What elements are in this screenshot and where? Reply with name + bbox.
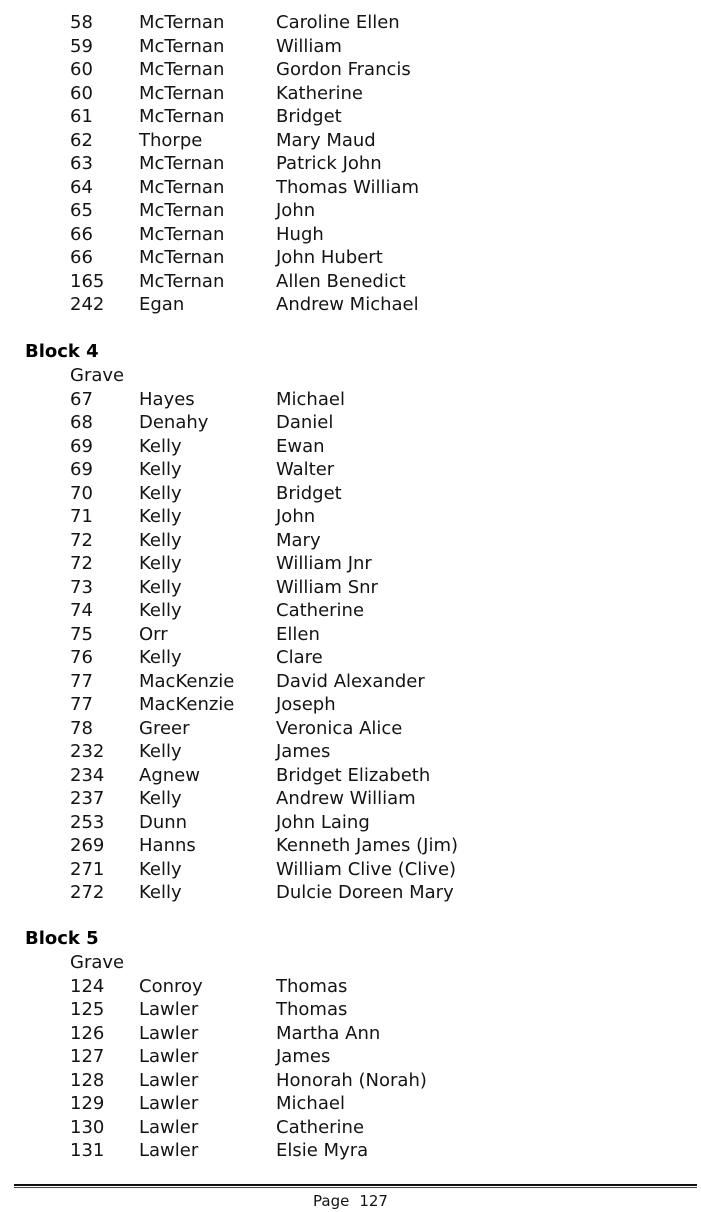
burial-row [0,858,701,882]
burial-row [0,270,701,294]
surname: Lawler [139,999,199,1020]
surname: Kelly [139,482,182,504]
given-names: John [276,506,316,527]
burial-row [0,411,701,435]
grave-number: 59 [70,35,93,57]
grave-number: 127 [70,1046,105,1067]
given-names: Clare [276,647,323,668]
burial-row [0,388,701,412]
grave-number: 77 [70,694,93,715]
burial-row [0,529,701,553]
surname: Kelly [139,600,182,621]
given-names: Mary [276,529,321,551]
burial-row [0,623,701,647]
grave-number: 124 [70,975,105,997]
grave-number: 232 [70,741,105,762]
surname: Kelly [139,858,182,880]
grave-number: 242 [70,294,105,315]
surname: Kelly [139,788,182,809]
surname: Hayes [139,388,195,410]
grave-number: 272 [70,882,105,903]
given-names: James [276,741,331,762]
surname: Greer [139,717,190,739]
given-names: Thomas [276,999,348,1020]
grave-number: 71 [70,506,93,527]
burial-row [0,505,701,529]
given-names: Joseph [276,694,336,715]
grave-number: 60 [70,82,93,104]
surname: Denahy [139,412,209,433]
given-names: Caroline Ellen [276,12,400,33]
grave-number: 76 [70,647,93,668]
page-number-label: Page [313,1192,350,1210]
surname: Kelly [139,553,182,574]
surname: Kelly [139,647,182,668]
grave-number: 61 [70,106,93,127]
given-names: William [276,35,342,57]
surname: McTernan [139,35,225,57]
burial-row [0,693,701,717]
block-4-section [0,340,701,905]
burial-row [0,1116,701,1140]
burial-row [0,482,701,506]
grave-number: 271 [70,858,105,880]
given-names: Daniel [276,412,334,433]
page-number-value: 127 [359,1192,388,1210]
given-names: Hugh [276,223,324,245]
burial-row [0,435,701,459]
grave-number: 125 [70,999,105,1020]
grave-number: 64 [70,176,93,198]
grave-number: 129 [70,1093,105,1114]
surname: McTernan [139,82,225,104]
given-names: John Laing [276,811,370,833]
given-names: Bridget [276,482,342,504]
grave-number: 237 [70,788,105,809]
given-names: Thomas [276,975,348,997]
surname: MacKenzie [139,694,235,715]
grave-number: 253 [70,811,105,833]
given-names: Catherine [276,1116,365,1138]
given-names: William Snr [276,576,378,598]
surname: Kelly [139,882,182,903]
surname: McTernan [139,12,225,33]
surname: Kelly [139,576,182,598]
given-names: Michael [276,1093,345,1114]
page-number [0,1192,701,1210]
surname: Kelly [139,529,182,551]
surname: McTernan [139,247,225,268]
block-5-list [0,975,701,1163]
given-names: Bridget [276,106,342,127]
block-4-heading: Block 4 [25,341,99,362]
given-names: Michael [276,388,345,410]
given-names: Honorah (Norah) [276,1069,427,1091]
surname: Conroy [139,975,203,997]
grave-number: 65 [70,200,93,221]
burial-row [0,82,701,106]
given-names: James [276,1046,331,1067]
block-5-grave-column-header: Grave [70,952,125,973]
burial-row [0,58,701,82]
surname: Orr [139,623,168,645]
burial-row [0,1139,701,1163]
block-4-grave-column-header: Grave [70,365,125,386]
grave-number: 77 [70,670,93,692]
grave-number: 60 [70,59,93,80]
given-names: Dulcie Doreen Mary [276,882,454,903]
given-names: Patrick John [276,153,382,174]
given-names: Mary Maud [276,129,376,151]
surname: Dunn [139,811,188,833]
surname: McTernan [139,223,225,245]
grave-number: 75 [70,623,93,645]
given-names: Andrew Michael [276,294,419,315]
burial-row [0,599,701,623]
given-names: Katherine [276,82,363,104]
grave-number: 131 [70,1140,105,1161]
surname: Hanns [139,835,196,856]
burial-row [0,1022,701,1046]
surname: McTernan [139,59,225,80]
burial-row [0,881,701,905]
given-names: Gordon Francis [276,59,411,80]
surname: Lawler [139,1093,199,1114]
given-names: Allen Benedict [276,270,406,292]
grave-number: 165 [70,270,105,292]
given-names: William Jnr [276,553,372,574]
burial-row [0,975,701,999]
surname: Kelly [139,741,182,762]
grave-number: 68 [70,412,93,433]
surname: Kelly [139,506,182,527]
given-names: Bridget Elizabeth [276,764,431,786]
grave-number: 63 [70,153,93,174]
footer-divider [14,1184,697,1188]
grave-number: 234 [70,764,105,786]
given-names: Ellen [276,623,320,645]
surname: Kelly [139,459,182,480]
burial-row [0,246,701,270]
grave-number: 72 [70,529,93,551]
given-names: Martha Ann [276,1022,381,1044]
burial-row [0,458,701,482]
burial-row [0,1092,701,1116]
given-names: John [276,200,316,221]
burial-row [0,1045,701,1069]
grave-number: 66 [70,247,93,268]
grave-number: 62 [70,129,93,151]
grave-number: 128 [70,1069,105,1091]
given-names: Elsie Myra [276,1140,369,1161]
surname: McTernan [139,106,225,127]
surname: McTernan [139,153,225,174]
burial-row [0,1069,701,1093]
given-names: Thomas William [276,176,420,198]
burial-row [0,129,701,153]
surname: Lawler [139,1069,199,1091]
burial-row [0,717,701,741]
burial-row [0,670,701,694]
block-5-heading: Block 5 [25,928,99,949]
surname: Lawler [139,1140,199,1161]
surname: Thorpe [139,129,203,151]
block-3-continued-list [0,11,701,317]
given-names: William Clive (Clive) [276,858,457,880]
surname: Lawler [139,1046,199,1067]
burial-row [0,740,701,764]
surname: Agnew [139,764,200,786]
burial-row [0,552,701,576]
surname: McTernan [139,270,225,292]
given-names: Walter [276,459,335,480]
burial-row [0,787,701,811]
surname: Lawler [139,1116,199,1138]
burial-row [0,152,701,176]
given-names: David Alexander [276,670,425,692]
burial-row [0,834,701,858]
given-names: John Hubert [276,247,383,268]
burial-row [0,11,701,35]
block-4-list [0,388,701,905]
given-names: Catherine [276,600,365,621]
grave-number: 130 [70,1116,105,1138]
burial-row [0,576,701,600]
burial-row [0,811,701,835]
given-names: Ewan [276,435,325,457]
grave-number: 70 [70,482,93,504]
given-names: Veronica Alice [276,717,403,739]
grave-number: 74 [70,600,93,621]
grave-number: 73 [70,576,93,598]
burial-row [0,223,701,247]
burial-row [0,764,701,788]
given-names: Kenneth James (Jim) [276,835,458,856]
burial-row [0,646,701,670]
burial-row [0,998,701,1022]
burial-row [0,199,701,223]
grave-number: 72 [70,553,93,574]
grave-number: 269 [70,835,105,856]
burial-row [0,293,701,317]
surname: Kelly [139,435,182,457]
block-5-section [0,927,701,1163]
surname: McTernan [139,176,225,198]
grave-number: 126 [70,1022,105,1044]
burial-row [0,176,701,200]
burial-row [0,35,701,59]
grave-number: 69 [70,459,93,480]
surname: MacKenzie [139,670,235,692]
given-names: Andrew William [276,788,416,809]
surname: McTernan [139,200,225,221]
burial-row [0,105,701,129]
grave-number: 58 [70,12,93,33]
grave-number: 69 [70,435,93,457]
surname: Egan [139,294,185,315]
grave-number: 67 [70,388,93,410]
grave-number: 66 [70,223,93,245]
grave-number: 78 [70,717,93,739]
surname: Lawler [139,1022,199,1044]
